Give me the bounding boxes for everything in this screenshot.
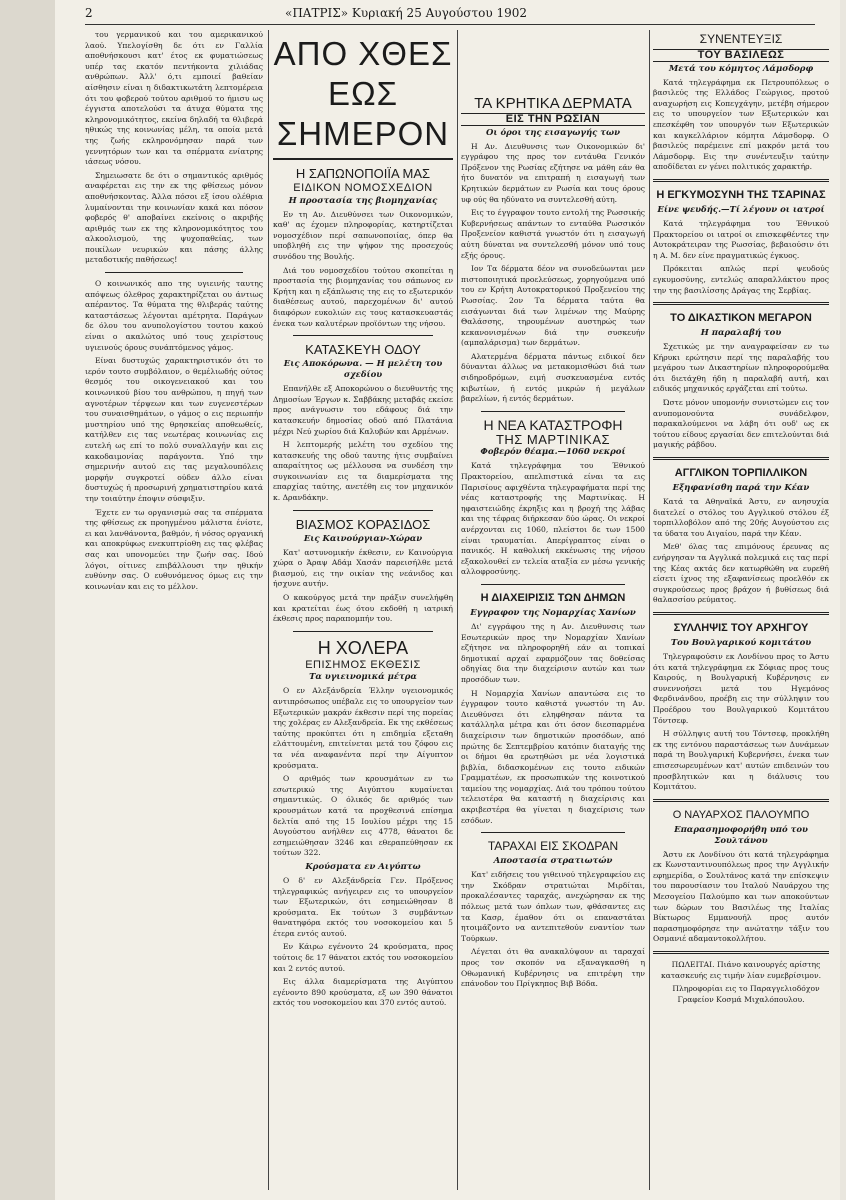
article-heading: Κρούσματα εν Αιγύπτω: [305, 861, 421, 872]
paragraph: Ώστε μόνον υπομονήν συνιστώμεν εις τον ανυπομονούντα συνάδελφον, παρακαλούμενοι να λάβη ότι ουδ' ως εκ τούτου είδους εργασίαι δεν επιτελούνται διά μαγικής ράβδου.: [653, 398, 829, 450]
divider: [653, 612, 829, 615]
paragraph: Εις το έγγραφον τουτο εντολή της Ρωσσικής Κυβερνήσεως απάντων το ενταύθα Ρωσσικόν Προξενείον καθιστά γνωστόν ότι η εισαγωγή αύτη δύναται να συντελεσθή μόνον υπό τους εξής όρους.: [461, 208, 645, 260]
article-title: ΣΥΝΕΝΤΕΥΞΙΣ: [699, 32, 783, 46]
paragraph: Κατ' ειδήσεις του γιθεινού τηλεγραφείου εις την Σκόδραν στρατιώται Μιρδίται, προκαλέσαντες ταραχάς, ανεχώρησαν εκ της πόλεως μετά των όπλων των, φθάσαντες εις τα Κασρ, έμαθον ότι οι επαναστάται ητοιμάζοντο να αντεπιτεθούν εναντίον των Τούρκων.: [461, 870, 645, 943]
article-subtitle: ΕΠΙΣΗΜΟΣ ΕΚΘΕΣΙΣ: [305, 658, 421, 671]
column-2: [273, 30, 453, 1190]
paragraph: Σχετικώς με την αναγραφείσαν εν τω Κήρυκι ερώτησιν περί της παραλαβής του μεγάρου των Δικαστηρίων πληροφορούμεθα ότι διετάχθη ήδη η παραλαβή αυτή, και ειδικός μηχανικός εργάζεται επί τούτω.: [653, 342, 829, 394]
article-heading: Η παραλαβή του: [700, 328, 782, 339]
divider: [653, 799, 829, 802]
divider: [105, 272, 243, 273]
paragraph: Δι' εγγράφου της η Αν. Διευθυνσις των Εσωτερικών προς την Νομαρχίαν Χανίων εζήτησε να πληροφορηθή εάν αι τοπικαί δημοτικαί αρχαί εφαρμόζουν τας δοθείσας οδηγίας δια την διαχείρισιν αυτών και των προσόδων των.: [461, 621, 645, 684]
article-title: ΤΟ ΔΙΚΑΣΤΙΚΟΝ ΜΕΓΑΡΟΝ: [670, 312, 812, 325]
article-title: ΚΑΤΑΣΚΕΥΗ ΟΔΟΥ: [305, 342, 421, 358]
article-heading: Η προστασία της βιομηχανίας: [288, 195, 438, 206]
article-title: ΑΓΓΛΙΚΟΝ ΤΟΡΠΙΛΛΙΚΟΝ: [674, 467, 808, 480]
divider: [653, 302, 829, 305]
paragraph: Κατά τα Αθηναϊκά Άστυ, εν ανησυχία διατελεί ο στόλος του Αγγλικού στόλου έξ τορπιλλοβόλον από της 20ής Αυγούστου εις τα ύδατα του Αιγαίου, παρά την Κέαν.: [653, 497, 829, 538]
paragraph: Εν τη Αν. Διευθύνσει των Οικονομικών, καθ' ας έχομεν πληροφορίας, κατηρτίζεται νομοσχέδιον περί σαπωνοποιίας, όπερ θα υποβληθή εις την ψήφον της προσεχούς συνόδου της Βουλής.: [273, 209, 453, 261]
paragraph: Κατά τηλεγράφημα του Έθνικού Πρακτορείου, απελπιστικά είναι τα εις Παρισίους αφιχθέντα τηλεγραφήματα περί της νέας καταστροφής της Μαρτινίκας. Η ηφαιστειώδης έκρηξις και η βροχή της λάβας και της τέφρας διήρκεσαν δύο ώρας. Οι νεκροί ανέρχονται εις 1060, πλείστοι δε των 1500 είναι τραυματίαι. Απερίγραπτος είναι ο πανικός. Η καθολική εκκένωσις της νήσου εξακολουθεί εν τελεία αταξία εν μέσω γενικής αλλοφροσύνης.: [461, 461, 645, 577]
divider: [653, 179, 829, 182]
paragraph: Κατά τηλεγράφημα εκ Πετρουπόλεως ο βασιλεύς της Ελλάδος Γεώργιος, προτού αναχωρήση εις Κοπεγχάγην, μετέβη σήμερον εις το υπουργείον των Εξωτερικών και επεσκέφθη τον υπουργόν των Εξωτερικών και καγκελλάριον κόμητα Λάμσδορφ. Ο βασιλεύς παρέμεινε επί μακρόν μετά του Λάμσδορφ. Εις την συνέντευξιν ταύτην αποδίδεται εν γένει πολιτικός χαρακτήρ.: [653, 77, 829, 172]
paragraph: Σημειωσατε δε ότι ο σημαντικός αριθμός αναφέρεται εις την εκ της φθίσεως μόνον αποθνήσκοντας. Άλλα πόσοι εξ ίσου ολέθρια λυμαίνονται την κοινωνίαν κακά και πόσον φοβερός θ' αποβαίνει εκείνοις ο ακριβής αριθμός των εκ της κληρονομικότητος του αλκοολισμού, της ψυχοπαθείας, των ποικίλων νευρικών και πάσης άλλης μεταδοτικής παθήσεως!: [85, 170, 263, 265]
article-heading: Είνε ψευδής.—Τί λέγουν οι ιατροί: [657, 204, 825, 215]
article-subtitle: ΕΙΔΙΚΟΝ ΝΟΜΟΣΧΕΔΙΟΝ: [293, 182, 433, 194]
paragraph: Έχετε εν τω οργανισμώ σας τα σπέρματα της φθίσεως εκ προηγμένου μάλιστα ένίοτε, ει και λανθάνοντα, βαθμόν, ή νόσος οργανική και αποκρύφως ενεκυπτρίοθη εις τας φλέβας σας και υπονομεύει την ζωήν σας. Ιδού λόγοι, οίτινες επιβάλλουσι την ηθικήν ευθύνην σας. Ο ευθυνόμενος όμως εις την κοινωνίαν και εις το μέλλον.: [85, 507, 263, 591]
article-title: Η ΔΙΑΧΕΙΡΙΣΙΣ ΤΩΝ ΔΗΜΩΝ: [480, 591, 626, 604]
column-3: [461, 30, 645, 1190]
paragraph: Αλατερμένα δέρματα πάντως ειδικοί δεν δύνανται άλλως να μετακομισθώσι διά των σιδηροδρόμων, ειμή συσκευασμένα εντός κιβωτίων, ή εντός μικρών ή μεγάλων βαρελίων, ή εντός δερμάτων.: [461, 351, 645, 404]
article-title: Η ΣΑΠΩΝΟΠΟΙΪΑ ΜΑΣ: [295, 166, 431, 181]
paragraph: Εν Κάιρω εγένοντο 24 κρούσματα, προς τούτοις δε 17 θάνατοι εκτός του νοσοκομείου και 2 εντός αυτού.: [273, 942, 453, 973]
left-margin: [0, 0, 55, 1200]
article-title: ΣΥΛΛΗΨΙΣ ΤΟΥ ΑΡΧΗΓΟΥ: [673, 621, 809, 634]
paragraph: Ο αριθμός των κρουσμάτων εν τω εσωτερικώ της Αιγύπτου κυμαίνεται σημαντικώς. Ο όλικός δε αριθμός των κρουσμάτων κατά τα προχθεσινά επίσημα δελτία από της 15 Ιουλίου μέχρι της 15 Αυγούστου ανήλθεν εις 4778, θάνατοι δε εσημειώθησαν 3246 και εθεραπεύθησαν εκ τούτων 322.: [273, 774, 453, 858]
article-title: ΤΑΡΑΧΑΙ ΕΙΣ ΣΚΟΔΡΑΝ: [487, 839, 619, 854]
divider: [653, 951, 829, 954]
paragraph: Εις άλλα διαμερίσματα της Αιγύπτου εγένοντο 890 κρούσματα, εξ ων 390 θάνατοι εκτός του νοσοκομείου και 370 εντός αυτού.: [273, 977, 453, 1008]
article-subtitle: ΤΟΥ ΒΑΣΙΛΕΩΣ: [653, 49, 829, 62]
article-heading: Τα υγιεινομικά μέτρα: [309, 672, 417, 683]
header-rule: [85, 24, 815, 25]
divider: [293, 631, 433, 632]
classified-ad: ΠΩΛΕΙΤΑΙ. Πιάνο καινουργές αρίστης κατασκευής εις τιμήν λίαν ευμεβρίσιμον.: [660, 960, 822, 980]
paragraph: Η Αν. Διευθυνσις των Οικονομικών δι' εγγράφου της προς τον εντάυθα Γενικόν Πρόξενον της Ρωσίας εζήτησε να μάθη εάν θα ήτο δυνατόν να επιτραπή η εισαγωγή των Κρητικών δερμάτων εν Ρωσία και τους όρους υφ ούς θα ηδύνατο να συντελεσθή αύτη.: [461, 141, 645, 204]
divider: [481, 584, 625, 585]
column-1: [85, 30, 263, 1190]
paragraph: Μεθ' όλας τας επιμόνους έρευνας ας ενήργησαν τα Αγγλικά πολεμικά εις τας περί της Κέας ακτάς δεν κατωρθώθη να ευρεθή είσετι ίχνος της εξαφανίσεως προελθόν εκ συγκρούσεως προς βράχον ή βυθίσεως διά θαλασσίου ρεύματος.: [653, 542, 829, 605]
paragraph: Ο κοινωνικός απο της υγιεινής ταυτης απόψεως όλεθρος χαρακτηρίζεται ου άντιως απέραντος. Τα θύματα της θλιβεράς ταύτης καταστάσεως λέγονται αμέτρητα. Παράγων δε όλου του ανυπολογίστου τουτου κακού είναι ο ακαλώτος υπό τους χειρίστους υγιεινούς όρους συνάπτόμενος γάμος.: [85, 279, 263, 352]
article-subtitle: ΕΙΣ ΤΗΝ ΡΩΣΙΑΝ: [461, 113, 645, 126]
divider: [293, 335, 433, 336]
paragraph: Η σύλληψις αυτή του Τόντσεφ, προκλήθη εκ της εντόνου παραστάσεως των Δυνάμεων παρά τη Βουλγαρική Κυβερνήσει, ένεκα των επισεσωρευμένων κατ' αυτών επιδεινών του προσβλητικών και η διάλυσις του Κομιτάτου.: [653, 729, 829, 792]
paragraph: Τηλεγραφούσιν εκ Λονδίνου προς το Άστυ ότι κατά τηλεγράφημα εκ Σόφιας προς τους Καιρούς, η Βουλγαρική Κυβέρνησις εν συνεννοήσει μετά του Ηγεμόνος Φερδινάνδου, προέβη εις την σύλληψιν του Προέδρου του Βουλγαρικού Κομιτάτου Τόντσεφ.: [653, 651, 829, 725]
paragraph: Κατά τηλεγράφημα του Έθνικού Πρακτορείου οι ιατροί οι επισκεφθέντες την Αυτοκράτειραν της Ρωσσίας, βεβαιούσιν ότι η Α. Μ. δεν είνε πραγματικώς έγκυος.: [653, 218, 829, 260]
article-title: ΒΙΑΣΜΟΣ ΚΟΡΑΣΙΔΟΣ: [295, 516, 431, 532]
paragraph: του γερμανικού και του αμερικανικού λαού. Υπελογίσθη δε ότι εν Γαλλία αποθνήσκουσι κατ' έτος εκ φυματιώσεως υπέρ τας εκατόν πεντήκοντα χιλιάδας ανθρώπων. Άλλ' ό,τι εμποιεί βαθείαν αίσθησιν είναι η διδακτικωτάτη λεπτομέρεια ότι του φοβερού τούτου αριθμού το ήμισυ ως έγγιστα αποτελούσι τα άτυχα θύματα της κληρονομικότητος, εκείνα δηλαδή τα θλιβερά ηθικώς της κοινωνίας μέλη, τα οποία μετά της ζωής εκληρονόμησαν παρά των γεννητόρων των και τα σπέρματα ενίατρης ιάσεως νόσου.: [85, 30, 263, 167]
paragraph: Η Νομαρχία Χανίων απαντώσα εις το έγγραφον τουτο καθιστά γνωστόν τη Αν. Διευθύνσει ότι εληφθησαν πάντα τα κατάλληλα μέτρα και ότι όσον διεσπαρμένα διαχείρισιν των δημοτικών προσόδων, από πρώτης δε Σεπτεμβρίου κατόπιν διαταγής της οι δήμοι θα ερωτηθώσι με νέα λογιστικά βιβλία, διδασκομένων εις τουτο ειδικών Γραμματέων, εκ προσωπικών της κοινοτικού ταμείου της νομαρχίας. Διά του τρόπου τούτου τελειοτέρα θα καταστή η διαχείρισις και ακριβεστέρα θα γίνεται η διαχείρισις των εσόδων.: [461, 688, 645, 825]
paragraph: Ιον Τα δέρματα δέον να συνοδεύωνται μεν πιστοποιητικά προελεύσεως, χορηγούμενα υπό του εν Κρήτη Αυτοκρατορικού Προξενείου της Ρωσσίας. 2ον Τα δέρματα ταύτα θα εισάγωνται διά των λιμένων της Μαύρης Θαλάσσης, τηρουμένων αυστηρώς των κεκανονισμένων διά την συσκευήν (αμπαλάρισμα) των δερμάτων.: [461, 264, 645, 348]
article-title: ΤΑ ΚΡΗΤΙΚΑ ΔΕΡΜΑΤΑ: [474, 95, 632, 112]
column-divider: [649, 30, 650, 1190]
divider: [481, 411, 625, 412]
paragraph: Κατ' αστυνομικήν έκθεσιν, εν Καινούργια χώρα ο Άραψ Αδάμ Χασάν παρεισήλθε μετά βιασμού, εις την οικίαν της νεάνιδος και ήσχυνε αυτήν.: [273, 547, 453, 589]
article-subtitle: ΤΗΣ ΜΑΡΤΙΝΙΚΑΣ: [495, 431, 611, 447]
paragraph: Ο δ' εν Αλεξάνδρεία Γεν. Πρόξενος τηλεγραφικώς ανήγειρεν εις το υπουργείον των Εξωτερικών, ότι εσημειώθησαν 8 κρούσματα. Εκ τούτων 3 συμβάντων θανατηφόρα εκτός του νοσοκομείου και 5 έτερα εντός αυτού.: [273, 875, 453, 938]
article-title: Η ΝΕΑ ΚΑΤΑΣΤΡΟΦΗ: [483, 416, 623, 433]
article-heading: Εις Καινούργιαν-Χώραν: [303, 533, 423, 544]
paragraph: Η λεπτομερής μελέτη του σχεδίου της κατασκευής της οδού ταυτης ήτις συμβαίνει απαραίτητος ως μέλλουσα να συνδέση την συγκοινωνίαν εις τα διαμερίσματα της επαρχίας ταύτης, ανετέθη εις τον μηχανικόν κ. Δρανδάκην.: [273, 440, 453, 503]
article-heading: Εις Αποκόρωνα. — Η μελέτη του σχεδίου: [283, 359, 443, 381]
newspaper-page: [55, 0, 840, 1200]
divider: [481, 832, 625, 833]
classified-ad-info: Πληροφορίαι εις το Παραγγελιοδόχον Γραφείον Κοσμά Μιχαλόπουλου.: [672, 984, 820, 1004]
paragraph: Επανήλθε εξ Αποκορώνου ο διευθυντής της Δημοσίων Έργων κ. Σαββάκης μεταβάς εκείσε προς ανάγνωσιν του εδάφους διά την κατασκευήν δημοσίας οδού από Πλατάνια μέχρι Νεύ χωρίου διά Καλυβών και Αρμένων.: [273, 384, 453, 436]
page-title: ΑΠΟ ΧΘΕΣ ΕΩΣ ΣΗΜΕΡΟΝ: [273, 34, 453, 160]
column-divider: [457, 30, 458, 1190]
article-heading: Επαρασημοφορήθη υπό του Σουλτάνου: [674, 824, 808, 846]
column-divider: [268, 30, 269, 1190]
article-title: Η ΕΓΚΥΜΟΣΥΝΗ ΤΗΣ ΤΣΑΡΙΝΑΣ: [656, 188, 826, 201]
paragraph: Πρόκειται απλώς περί ψευδούς εγκυμοσύνης, εντελώς απαραλλάκτου προς την της βασιλίσσης Δράγας της Σερβίας.: [653, 264, 829, 295]
paragraph: Ο εν Αλεξάνδρεία Έλλην υγειονομικός αντιπρόσωπος υπέβαλε εις το υπουργείον των Εξωτερικών μακράν έκθεσιν περί της πορείας της χολέρας εν Αλεξανδρεία. Εκ της εκθέσεως ταύτης προκύπτει ότι η επιδημία εξεταθη ελάττουμένη, επιτείνεται μετά του ζόφου εις τα νέα αναφανέντα περί την Αίγυπτον κρούσματα.: [273, 686, 453, 770]
article-heading: Εγγραφον της Νομαρχίας Χανίων: [470, 607, 636, 618]
divider: [293, 510, 433, 511]
paragraph: Ο κακούργος μετά την πράξιν συνελήφθη και κρατείται έως ότου εκδοθή η ιατρική έκθεσις προς παραπομπήν του.: [273, 593, 453, 624]
column-4: [653, 30, 829, 1190]
page-header: [85, 6, 815, 24]
divider: [653, 457, 829, 460]
masthead: «ΠΑΤΡΙΣ» Κυριακή 25 Αυγούστου 1902: [285, 6, 527, 20]
paragraph: Λέγεται ότι θα ανακαλύψουν αι ταραχαί προς τον σκοπόν να εξαναγκασθή η Οθωμανική Κυβέρνησις να επιτρέψη την επάνοδον του Πρίγκηπος Βιβ Βόδα.: [461, 947, 645, 989]
article-title: Ο ΝΑΥΑΡΧΟΣ ΠΑΛΟΥΜΠΟ: [672, 808, 810, 821]
article-heading: Μετά του κόμητος Λάμσδορφ: [668, 63, 814, 74]
page-number: 2: [85, 6, 93, 20]
article-heading: Φοβερόν θέαμα.—1060 νεκροί: [480, 447, 626, 458]
article-heading: Αποστασία στρατιωτών: [493, 856, 613, 867]
article-heading: Του Βουλγαρικού κομιτάτου: [670, 637, 812, 648]
article-heading: Εξηφανίσθη παρά την Κέαν: [672, 483, 810, 494]
article-title: Η ΧΟΛΕΡΑ: [317, 637, 409, 658]
article-heading: Οι όροι της εισαγωγής των: [485, 127, 620, 138]
paragraph: Είναι δυστυχώς χαρακτηριστικόν ότι το ιερόν τουτο συμβόλαιον, ο θεμέλιωδής ούτος θεσμός του οικογενειακού και του κοινωνικού βίου του ανθρώπου, η πηγή των αγνοτέρων τέρψεων και των ευγενεστέρων του συναισθημάτων, ο γάμος ο εις περιωπήν μυστηρίου υπό της θρησκείας αποθεωθείς, κατήλθεν εις τας νεωτέρας κοινωνίας εις ευτελή ως επί το πολύ συναλλαγήν και εις κακοδαιμονίας παράγοντα. Υπό την σημερινήν αυτού εις τας μεγαλουπόλεις μορφήν συγκροτεί ούδεν άλλο είναι δυστυχώς ή προσωρινή χρηματιστηρίου κατά την τοιαύτην έποψιν σύσφιξιν.: [85, 356, 263, 503]
paragraph: Άστυ εκ Λονδίνου ότι κατά τηλεγράφημα εκ Κωνσταντινουπόλεως προς την Αγγλικήν εφημερίδα, ο Σουλτάνος κατά την επίσκεψιν του παρουσίασιν του Ιταλού Ναυάρχου της Μεσογείου Παλούμπο και των αποκούντων των δώρων του Βασιλέως της Ιταλίας Βίκτωρος Εμμανουήλ προς αυτόν παρασημοφόρησε την ανώτατην τάξιν του Οσμανιέ αδαμαντοκολλήτου.: [653, 849, 829, 944]
paragraph: Διά του νομοσχεδίου τούτου σκοπείται η προστασία της βιομηχανίας του σάπωνος εν Κρήτη και η εξάπλωσις της εις το εξωτερικόν διαθέσεως αυτού, παρεχομένων δι' αυτού διαφόρων ευκολιών εις τους κατασκευαστάς ένεκα των καλυτέρων προϊόντων της νήσου.: [273, 265, 453, 328]
